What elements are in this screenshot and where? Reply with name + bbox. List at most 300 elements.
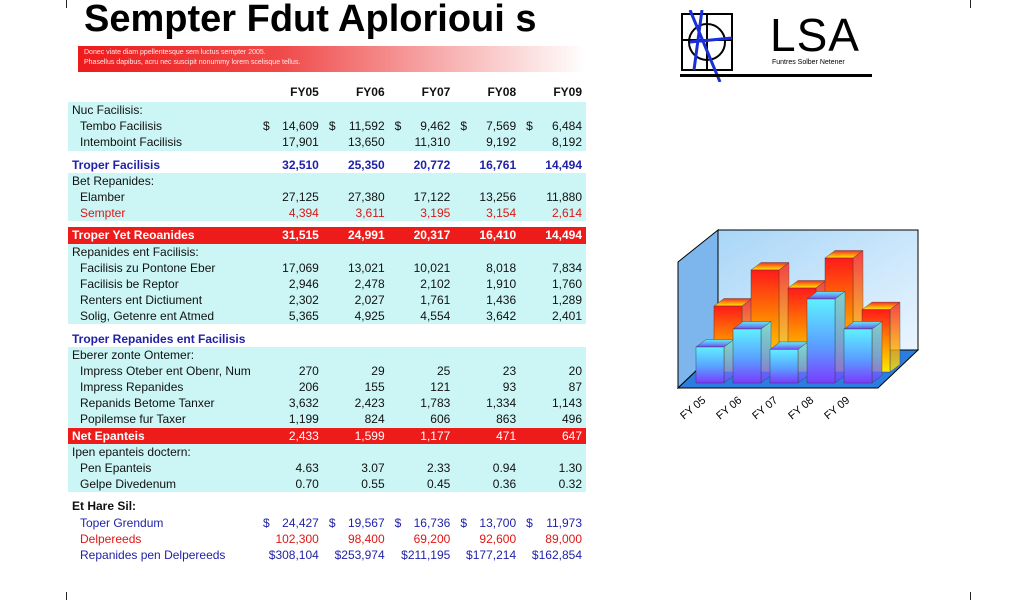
value-cell [257,363,323,379]
value-cell [257,276,323,292]
value-text: 5,365 [288,309,319,324]
value-cell [389,134,455,150]
value-cell [323,395,389,411]
row-label: Tembo Facilisis [68,118,257,134]
year-header: FY08 [487,85,517,99]
crop-mark-tr [970,0,971,8]
value-text: 1,783 [420,396,451,411]
value-cell [257,189,323,205]
table-row [68,379,586,395]
value-cell [454,379,520,395]
value-text: 98,400 [347,531,385,546]
value-text: 2,102 [420,276,451,291]
front-bar-side [761,322,771,384]
value-text: 824 [364,412,385,427]
row-label: Delpereeds [68,531,257,547]
value-text: 4,554 [420,309,451,324]
value-text: 863 [496,412,517,427]
table-row [68,244,586,260]
x-tick-label: FY 06 [714,394,745,423]
value-text: 3,154 [486,206,517,221]
value-text: 17,901 [282,135,319,150]
table-row [68,428,586,444]
table-row [68,547,586,563]
table-row [68,395,586,411]
value-text: 7,834 [551,260,582,275]
row-label: Troper Yet Reoanides [68,227,257,243]
value-cell [389,460,455,476]
value-cell [389,292,455,308]
value-cell [389,531,455,547]
value-cell [257,134,323,150]
value-cell [389,476,455,492]
value-text: 3,195 [420,206,451,221]
value-cell [454,260,520,276]
value-cell [520,260,586,276]
logo-subtitle: Funtres Solber Netener [772,59,845,66]
table-row [68,476,586,492]
row-label: Intemboint Facilisis [68,134,257,150]
table-row [68,260,586,276]
value-text: 25 [436,363,451,378]
section-filler [257,244,586,260]
value-text: 20,772 [413,157,451,172]
value-cell [257,515,323,531]
value-cell [257,547,323,563]
value-text: 8,192 [551,135,582,150]
value-text: 3.07 [361,461,385,476]
value-cell [520,395,586,411]
row-label: Renters ent Dictiument [68,292,257,308]
year-header: FY06 [355,85,385,99]
table-row [68,363,586,379]
value-cell [454,276,520,292]
value-text: 32,510 [282,157,319,172]
dollar-sign: $ [394,119,402,134]
value-text: 14,494 [545,228,582,243]
value-text: 17,069 [282,260,319,275]
value-text: 2,302 [288,293,319,308]
value-cell [323,476,389,492]
value-cell [520,134,586,150]
value-cell [520,476,586,492]
row-label: Sempter [68,205,257,221]
value-text: 10,021 [413,260,451,275]
table-row [68,102,586,118]
value-text: 121 [430,380,451,395]
dollar-sign: $ [328,515,336,530]
banner-line-2: Phasellus dapibus, acru nec suscipit nonummy lorem scelisque tellus. [84,59,301,66]
value-text: 206 [298,380,319,395]
value-text: 20,317 [413,228,451,243]
value-cell [389,363,455,379]
value-text: 92,600 [479,531,517,546]
value-cell [323,227,389,243]
value-text: 0.32 [558,477,582,492]
value-cell [454,395,520,411]
value-text: 93 [502,380,517,395]
value-cell [520,460,586,476]
logo-wordmark: LSA [770,9,860,61]
bar-chart-3d [670,220,940,440]
value-text: 1,289 [551,293,582,308]
value-text: 6,484 [551,119,582,134]
value-cell [520,379,586,395]
value-cell [454,118,520,134]
value-text: 0.70 [295,477,319,492]
value-text: 308,104 [275,547,319,562]
value-text: 20 [568,363,582,378]
value-text: 27,380 [347,190,385,205]
row-label: Et Hare Sil: [68,498,257,514]
value-text: 17,122 [413,190,451,205]
front-bar [770,349,798,383]
value-cell [389,260,455,276]
value-text: 13,650 [347,135,385,150]
row-label: Eberer zonte Ontemer: [68,347,257,363]
value-cell [323,460,389,476]
header-empty-cell [68,82,257,102]
table-header-row [68,82,586,102]
value-cell [454,547,520,563]
value-text: 11,880 [546,190,582,205]
value-cell [520,118,586,134]
page-title: Sempter Fdut Aplorioui s [84,0,537,40]
value-text: 162,854 [538,547,582,562]
value-text: 2,478 [354,276,385,291]
value-cell [454,308,520,324]
value-cell [454,515,520,531]
value-cell [257,308,323,324]
value-cell [389,308,455,324]
value-text: 3,611 [355,206,385,221]
value-cell [454,227,520,243]
table-row [68,411,586,427]
value-text: 0.94 [492,461,517,476]
row-label: Solig, Getenre ent Atmed [68,308,257,324]
value-cell [323,157,389,173]
dollar-sign: $ [268,547,276,562]
dollar-sign: $ [460,515,467,530]
value-text: 4,925 [354,309,385,324]
value-text: 3,632 [288,396,319,411]
value-cell [389,428,455,444]
value-cell [257,460,323,476]
value-text: 1,760 [551,276,582,291]
dollar-sign: $ [263,119,270,134]
financial-table [68,82,586,563]
row-label: Pen Epanteis [68,460,257,476]
row-label: Impress Repanides [68,379,257,395]
table-row [68,292,586,308]
table-row [68,498,586,514]
x-tick-label: FY 07 [750,394,781,423]
value-text: 2.33 [426,461,451,476]
value-cell [520,292,586,308]
value-cell [323,547,389,563]
value-cell [520,276,586,292]
x-tick-label: FY 08 [786,394,817,423]
front-bar [844,329,872,383]
value-cell [520,547,586,563]
value-text: 1,599 [354,428,385,443]
row-label: Facilisis zu Pontone Eber [68,260,257,276]
value-cell [454,476,520,492]
value-cell [389,118,455,134]
front-bar [807,299,835,383]
value-cell [323,379,389,395]
value-text: 177,214 [472,547,517,562]
value-text: 16,410 [479,228,517,243]
value-text: 3,642 [486,309,517,324]
value-cell [520,411,586,427]
value-text: 1,334 [486,396,517,411]
value-cell [389,547,455,563]
value-cell [520,363,586,379]
value-text: 11,973 [546,515,582,530]
table-row [68,330,586,346]
table-row [68,227,586,243]
table-row [68,173,586,189]
value-text: 13,021 [347,260,385,275]
dollar-sign: $ [460,119,467,134]
value-cell [454,428,520,444]
value-text: 0.55 [361,477,385,492]
row-label: Gelpe Divedenum [68,476,257,492]
row-label: Troper Repanides ent Facilisis [68,330,257,346]
dollar-sign: $ [334,547,342,562]
value-cell [520,157,586,173]
dollar-sign: $ [526,119,533,134]
value-text: 16,736 [413,515,451,530]
value-text: 11,310 [414,135,451,150]
value-text: 14,494 [545,157,582,172]
table-row [68,189,586,205]
row-label: Troper Facilisis [68,157,257,173]
value-cell [323,292,389,308]
dollar-sign: $ [401,547,408,562]
row-label: Repanids Betome Tanxer [68,395,257,411]
crop-mark-bl [66,592,67,600]
value-text: 89,000 [545,531,582,546]
value-text: 24,427 [282,515,319,530]
front-bar [733,329,761,383]
value-cell [323,205,389,221]
section-filler [257,347,586,363]
section-filler [257,173,586,189]
dollar-sign: $ [466,547,473,562]
value-text: 16,761 [479,157,517,172]
value-cell [257,260,323,276]
value-text: 25,350 [347,157,385,172]
value-text: 2,423 [354,396,385,411]
value-cell [323,515,389,531]
value-text: 13,256 [479,190,517,205]
value-cell [389,189,455,205]
year-header: FY07 [421,85,451,99]
value-text: 23 [502,363,517,378]
value-cell [323,363,389,379]
value-text: 4.63 [295,461,319,476]
value-text: 270 [298,363,319,378]
row-label: Facilisis be Reptor [68,276,257,292]
value-cell [257,205,323,221]
value-cell [257,227,323,243]
value-text: 29 [371,363,385,378]
year-header: FY05 [290,85,319,99]
value-text: 9,462 [420,119,451,134]
row-label: Ipen epanteis doctern: [68,444,257,460]
value-cell [520,227,586,243]
value-cell [323,531,389,547]
back-bar-side [890,302,900,372]
value-cell [257,411,323,427]
value-cell [389,205,455,221]
value-text: 606 [430,412,451,427]
value-cell [454,411,520,427]
front-bar-side [798,342,808,383]
row-label: Popilemse fur Taxer [68,411,257,427]
value-cell [257,292,323,308]
value-text: 155 [364,380,385,395]
table-row [68,460,586,476]
value-cell [389,411,455,427]
front-bar-side [724,340,734,384]
value-text: 1,761 [420,293,451,308]
value-text: 9,192 [486,135,517,150]
front-bar-side [835,292,845,384]
dollar-sign: $ [394,515,402,530]
value-cell [323,260,389,276]
value-text: 496 [561,412,582,427]
dollar-sign: $ [328,119,336,134]
value-cell [520,189,586,205]
section-filler [257,330,586,346]
value-text: 19,567 [347,515,385,530]
value-cell [454,205,520,221]
value-text: 1.30 [558,461,582,476]
row-label: Net Epanteis [68,428,257,444]
table-row [68,118,586,134]
value-cell [389,515,455,531]
value-cell [454,363,520,379]
year-header: FY09 [553,85,582,99]
value-text: 14,609 [282,119,319,134]
value-cell [323,308,389,324]
value-text: 2,401 [551,309,582,324]
value-text: 471 [496,428,517,443]
table-row [68,531,586,547]
value-text: 11,592 [348,119,385,134]
value-text: 31,515 [282,228,319,243]
section-filler [257,444,586,460]
table-row [68,308,586,324]
value-text: 13,700 [479,515,517,530]
value-text: 4,394 [288,206,319,221]
value-text: 1,910 [486,276,517,291]
subtitle-banner [78,46,586,72]
front-bar-side [872,322,882,384]
value-text: 253,974 [341,547,385,562]
value-cell [323,134,389,150]
logo-underline [680,74,872,77]
value-text: 0.36 [492,477,517,492]
table-row [68,157,586,173]
dollar-sign: $ [531,547,539,562]
table-row [68,205,586,221]
row-label: Repanides ent Facilisis: [68,244,257,260]
value-text: 69,200 [413,531,451,546]
value-cell [323,428,389,444]
value-cell [454,189,520,205]
value-text: 27,125 [282,190,319,205]
value-cell [454,460,520,476]
value-text: 1,199 [288,412,319,427]
value-cell [389,227,455,243]
row-label: Repanides pen Delpereeds [68,547,257,563]
value-text: 647 [561,428,582,443]
value-cell [257,428,323,444]
value-text: 2,027 [354,293,385,308]
value-cell [257,118,323,134]
row-label: Impress Oteber ent Obenr, Num [68,363,257,379]
value-cell [257,476,323,492]
value-text: 87 [568,380,582,395]
table-row [68,276,586,292]
banner-line-1: Donec viate diam ppellentesque sem luctus sempter 2005. [84,49,266,56]
value-cell [257,379,323,395]
value-cell [454,531,520,547]
front-bar [696,347,724,383]
crop-mark-tl [66,0,67,8]
value-cell [389,395,455,411]
value-cell [323,118,389,134]
row-label: Elamber [68,189,257,205]
value-cell [257,157,323,173]
table-row [68,134,586,150]
value-cell [520,308,586,324]
value-text: 2,614 [551,206,582,221]
value-text: 7,569 [486,119,517,134]
value-cell [454,292,520,308]
value-text: 102,300 [275,531,319,546]
dollar-sign: $ [263,515,270,530]
value-cell [520,428,586,444]
value-cell [389,276,455,292]
value-text: 8,018 [486,260,517,275]
value-text: 24,991 [347,228,385,243]
table-row [68,444,586,460]
x-tick-label: FY 05 [678,394,709,423]
x-tick-label: FY 09 [822,394,853,423]
value-cell [389,157,455,173]
row-label: Nuc Facilisis: [68,102,257,118]
value-cell [520,531,586,547]
value-text: 1,436 [486,293,517,308]
value-cell [323,276,389,292]
value-cell [454,134,520,150]
value-text: 2,433 [288,428,319,443]
section-filler [257,102,586,118]
table-row [68,515,586,531]
crop-mark-br [970,592,971,600]
value-cell [323,189,389,205]
value-cell [257,531,323,547]
value-cell [389,379,455,395]
dollar-sign: $ [526,515,533,530]
row-label: Bet Repanides: [68,173,257,189]
table-row [68,347,586,363]
